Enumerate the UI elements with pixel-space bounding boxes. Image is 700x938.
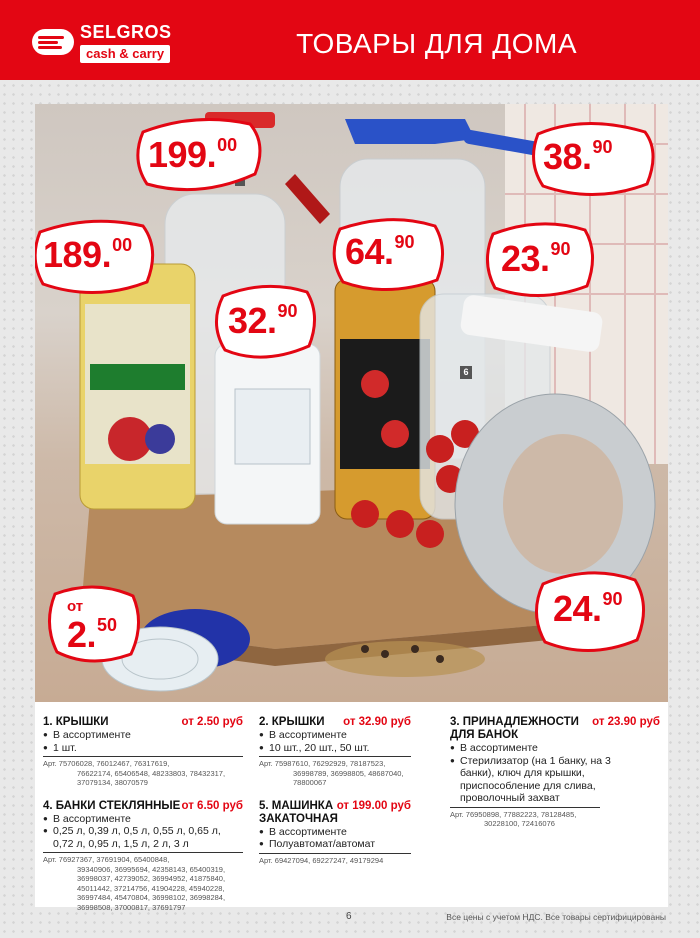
price-badge-accessories-38: 38.90 <box>543 136 613 177</box>
product-title: 3. ПРИНАДЛЕЖНОСТИ ДЛЯ БАНОК от 23.90 руб <box>450 716 660 741</box>
product-bullet: ● В ассортименте <box>259 826 411 839</box>
price-badge-lids-tube: 189.00 <box>43 234 133 275</box>
article-numbers: Арт. 69427094, 69227247, 49179294 <box>259 853 411 866</box>
product-descriptions <box>35 702 668 912</box>
photo-item-number: 6 <box>460 366 472 379</box>
header-bar <box>0 0 700 80</box>
footer-note: Все цены с учетом НДС. Все товары сертифицированы <box>446 912 666 922</box>
product-bullet: ● Стерилизатор (на 1 банку, на 3 банки), ключ для крышки, приспособление для слива, проволочный захват <box>450 755 660 805</box>
product-bullet: ● В ассортименте <box>259 729 411 742</box>
article-numbers: Арт. 76927367, 37691904, 65400848, 39340906, 36995694, 42358143, 65400319, 36998037, 42739052, 36994952, 41875840, 45011442, 37214756, 41904228, 45940228, 36997484, 45470804, 36998102, 36998284, 36998508, 37000817, 37691797 <box>43 852 243 912</box>
product-price: от 23.90 руб <box>592 716 660 728</box>
selgros-logo-icon <box>30 28 78 58</box>
price-badge-accessories-23: 23.90 <box>501 238 571 279</box>
column-1 <box>43 716 243 912</box>
product-bullet: ● 0,25 л, 0,39 л, 0,5 л, 0,55 л, 0,65 л, 0,72 л, 0,95 л, 1,5 л, 2 л, 3 л <box>43 825 243 850</box>
price-from-label: от <box>67 598 84 615</box>
page-number: 6 <box>346 911 352 922</box>
price-badge-seamer: 199.00 <box>148 134 238 175</box>
column-3 <box>450 716 660 829</box>
product-photo <box>35 104 668 702</box>
product-bullet: ● В ассортименте <box>450 742 660 755</box>
article-numbers: Арт. 76950898, 77882223, 78128485, 30228100, 72416076 <box>450 807 600 829</box>
product-price: от 32.90 руб <box>343 716 411 728</box>
price-badge-lids-64: 64.90 <box>345 231 415 272</box>
brand-name: SELGROS <box>80 22 172 42</box>
product-bullet: ● 1 шт. <box>43 742 243 755</box>
product-title: 1. КРЫШКИ от 2.50 руб <box>43 716 243 728</box>
product-bullet: ● В ассортименте <box>43 813 243 826</box>
product-bullet: ● В ассортименте <box>43 729 243 742</box>
product-lids-1 <box>43 716 243 788</box>
product-price: от 6.50 руб <box>181 799 243 812</box>
product-jar-accessories <box>450 716 660 829</box>
price-badge-white-lids: 32.90 <box>228 300 298 341</box>
product-title: 5. МАШИНКА ЗАКАТОЧНАЯ от 199.00 руб <box>259 799 411 825</box>
price-badge-lids-from: от 2.50 <box>67 598 118 655</box>
article-numbers: Арт. 75987610, 76292929, 78187523, 36998789, 36998805, 48687040, 78800067 <box>259 756 411 788</box>
product-lids-2 <box>259 716 411 788</box>
selgros-logo[interactable] <box>30 22 190 68</box>
product-bullet: ● 10 шт., 20 шт., 50 шт. <box>259 742 411 755</box>
article-numbers: Арт. 75706028, 76012467, 76317619, 76622174, 65406548, 48233803, 78432317, 37079134, 38070579 <box>43 756 243 788</box>
page-title: ТОВАРЫ ДЛЯ ДОМА <box>296 28 577 59</box>
price-badge-sterilizer: 24.90 <box>553 588 623 629</box>
product-title: 4. БАНКИ СТЕКЛЯННЫЕ от 6.50 руб <box>43 799 243 812</box>
brand-subtitle: cash & carry <box>80 45 170 63</box>
product-price: от 2.50 руб <box>181 716 243 728</box>
column-2 <box>259 716 411 865</box>
product-seamer <box>259 800 411 866</box>
product-title: 2. КРЫШКИ от 32.90 руб <box>259 716 411 728</box>
product-price: от 199.00 руб <box>336 799 411 812</box>
product-glass-jars <box>43 800 243 913</box>
product-bullet: ● Полуавтомат/автомат <box>259 838 411 851</box>
